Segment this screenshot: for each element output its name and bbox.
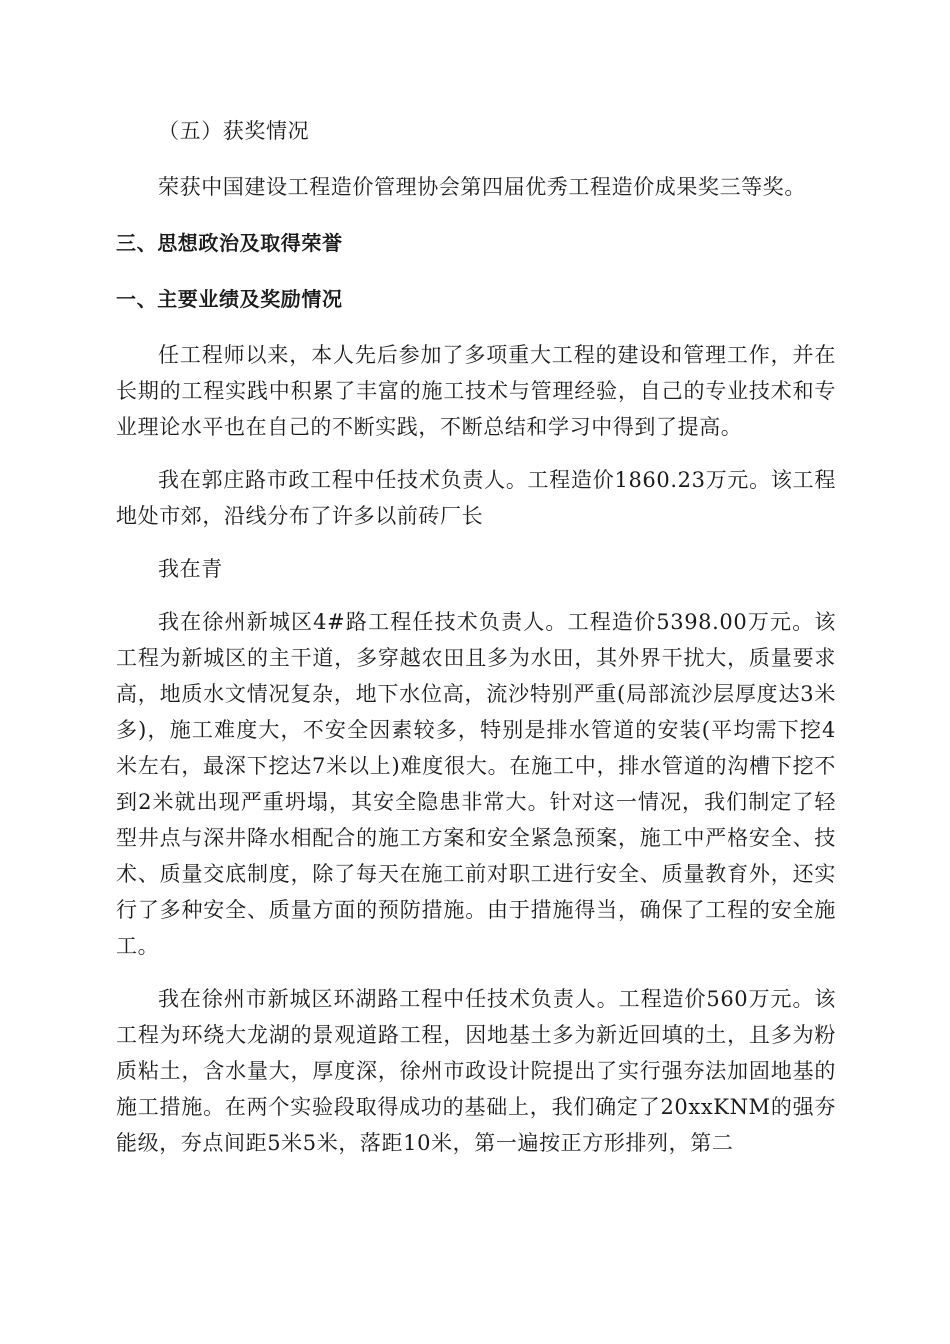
section-three-heading: 三、思想政治及取得荣誉 <box>116 231 343 255</box>
award-paragraph: 荣获中国建设工程造价管理协会第四届优秀工程造价成果奖三等奖。 <box>158 175 806 199</box>
body-paragraph-3: 我在青 <box>158 557 223 581</box>
document-body <box>116 113 836 1161</box>
body-paragraph-5: 我在徐州市新城区环湖路工程中任技术负责人。工程造价560万元。该工程为环绕大龙湖的景观道路工程，因地基土多为新近回填的土，且多为粉质粘土，含水量大，厚度深，徐州市政设计院提出了实行强夯法加固地基的施工措施。在两个实验段取得成功的基础上，我们确定了20xxKNM的强夯能级，夯点间距5米5米，落距10米，第一遍按正方形排列，第二 <box>116 987 836 1155</box>
body-paragraph-1: 任工程师以来，本人先后参加了多项重大工程的建设和管理工作，并在长期的工程实践中积累了丰富的施工技术与管理经验，自己的专业技术和专业理论水平也在自己的不断实践，不断总结和学习中得到了提高。 <box>116 343 836 439</box>
subsection-title: （五）获奖情况 <box>158 119 310 143</box>
body-paragraph-2: 我在郭庄路市政工程中任技术负责人。工程造价1860.23万元。该工程地处市郊，沿线分布了许多以前砖厂长 <box>116 468 836 528</box>
section-one-heading: 一、主要业绩及奖励情况 <box>116 287 343 311</box>
body-paragraph-4: 我在徐州新城区4#路工程任技术负责人。工程造价5398.00万元。该工程为新城区的主干道，多穿越农田且多为水田，其外界干扰大，质量要求高，地质水文情况复杂，地下水位高，流沙特别严重(局部流沙层厚度达3米多)，施工难度大，不安全因素较多，特别是排水管道的安装(平均需下挖4米左右，最深下挖达7米以上)难度很大。在施工中，排水管道的沟槽下挖不到2米就出现严重坍塌，其安全隐患非常大。针对这一情况，我们制定了轻型井点与深井降水相配合的施工方案和安全紧急预案，施工中严格安全、技术、质量交底制度，除了每天在施工前对职工进行安全、质量教育外，还实行了多种安全、质量方面的预防措施。由于措施得当，确保了工程的安全施工。 <box>116 610 836 958</box>
